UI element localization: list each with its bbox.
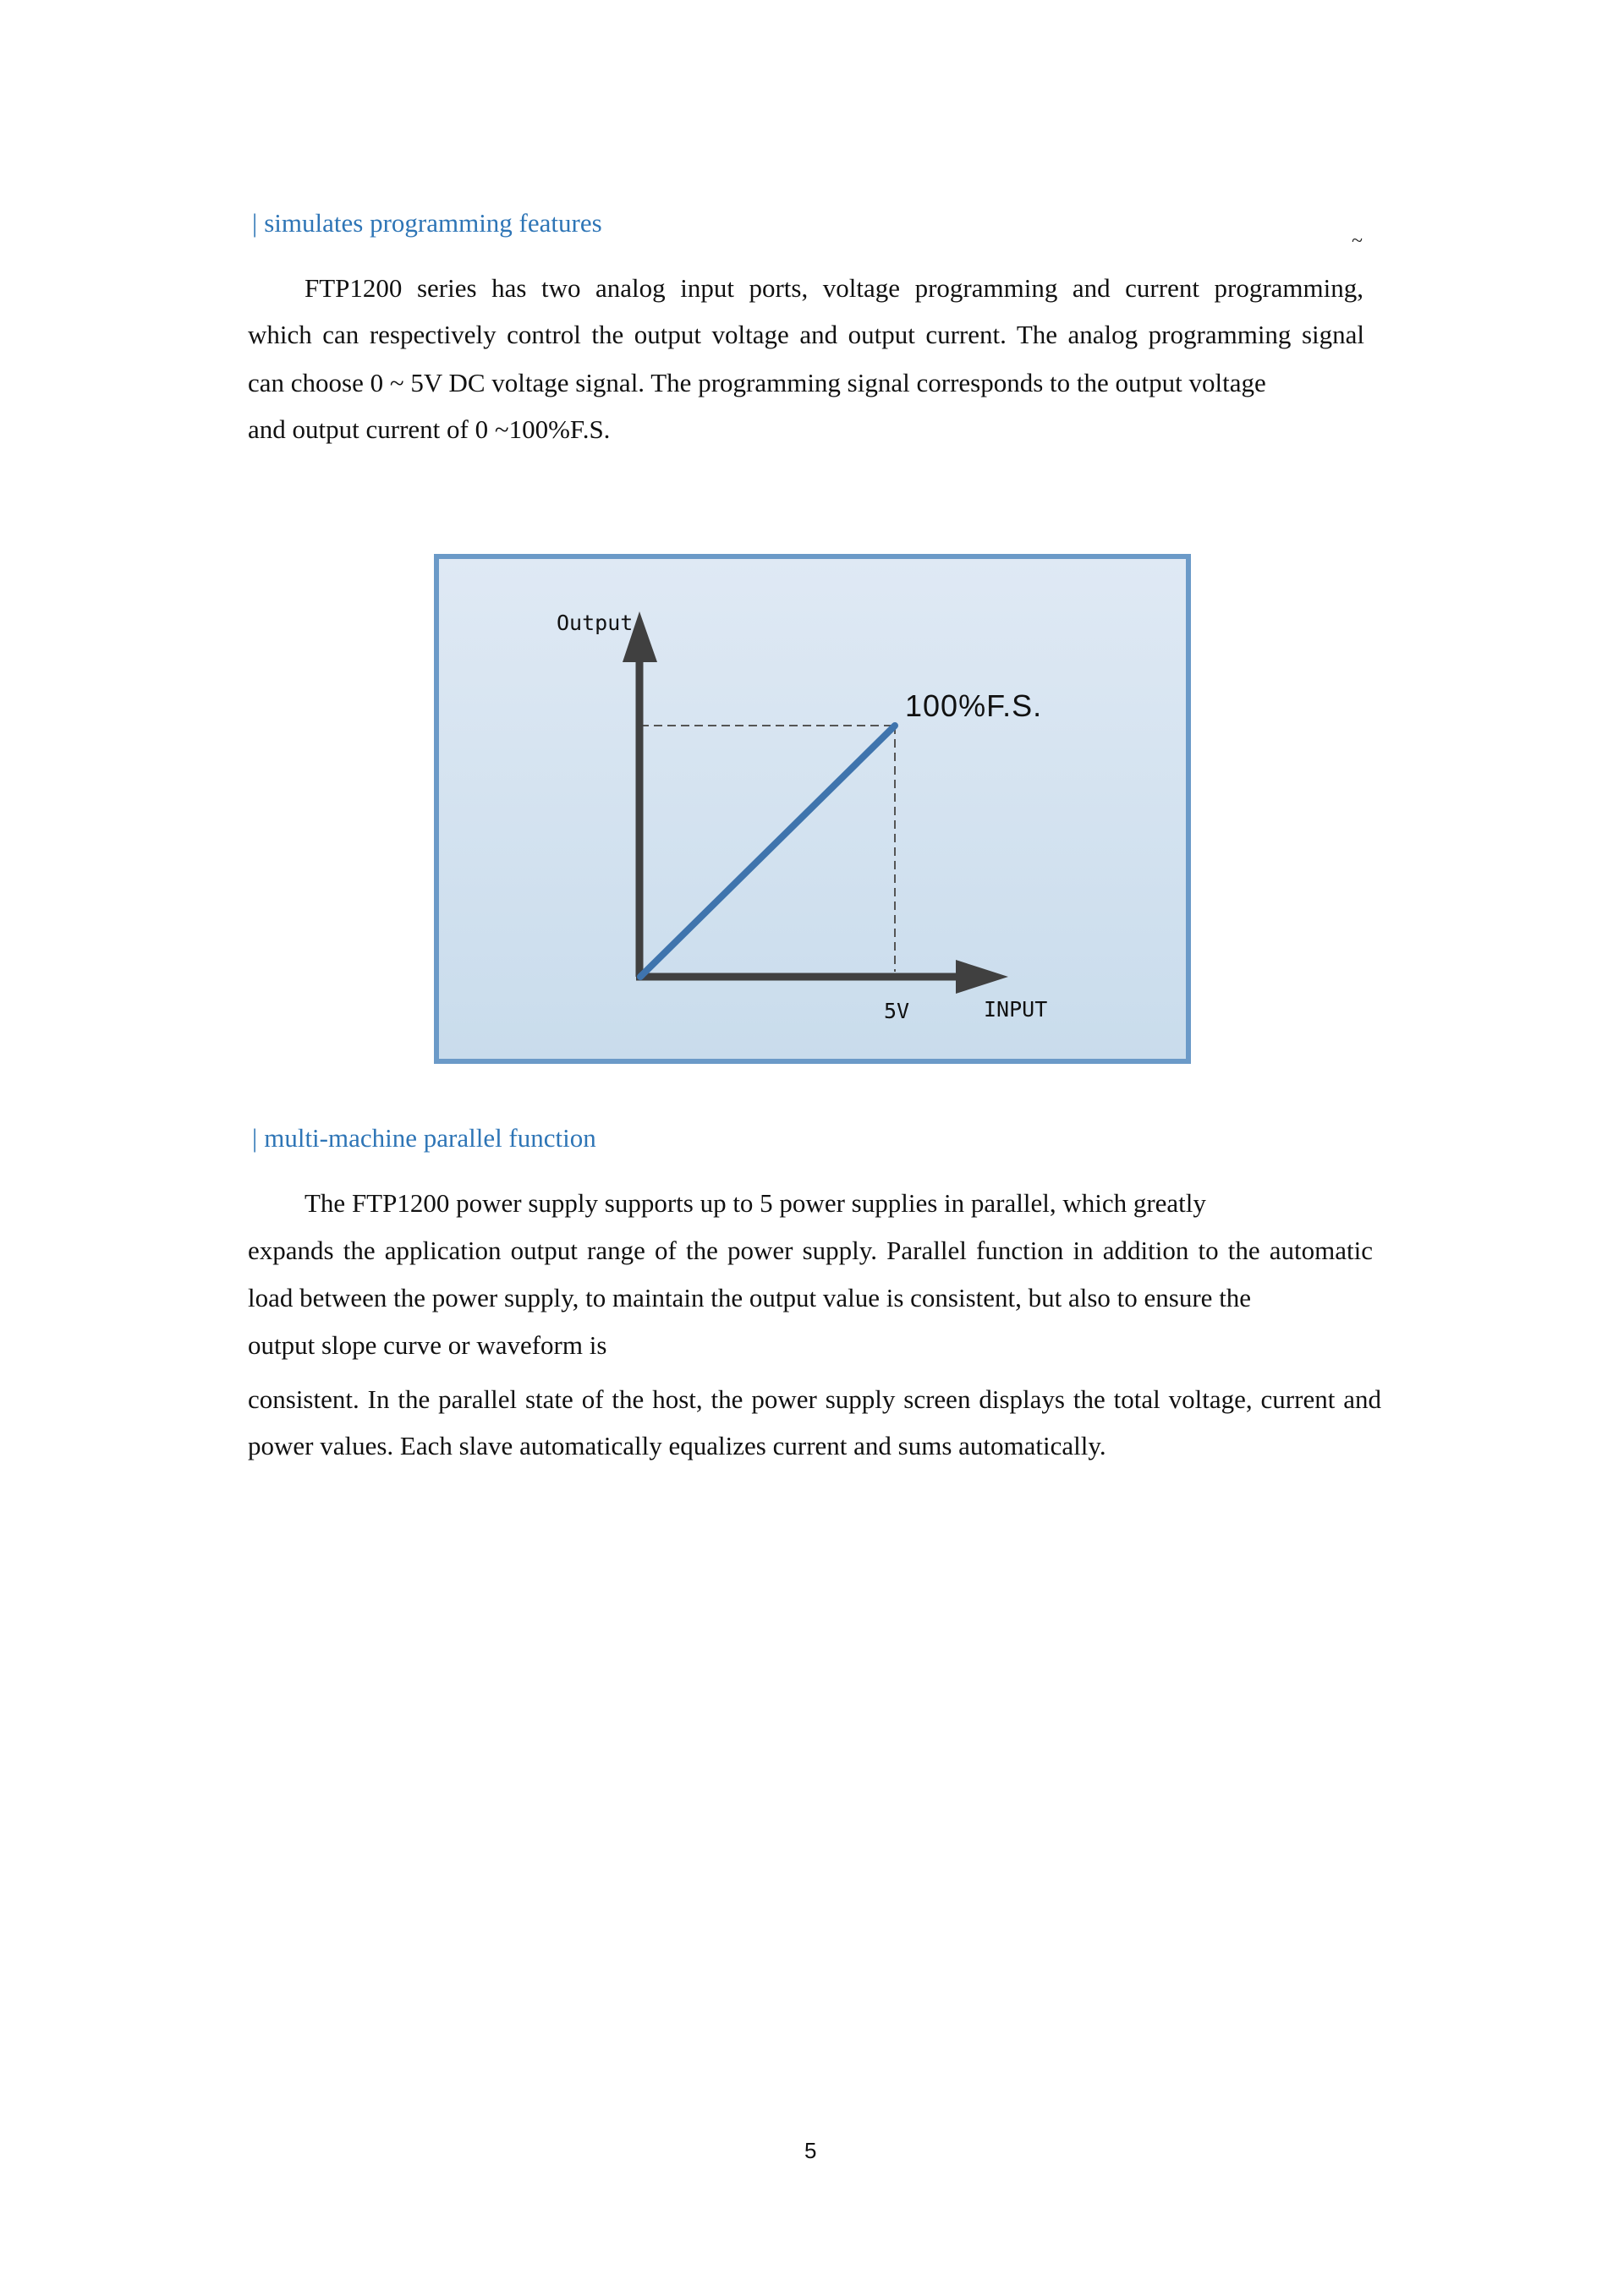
- heading-text: multi-machine parallel function: [264, 1123, 596, 1153]
- y-axis-label: Output: [557, 611, 634, 635]
- stray-tilde: ~: [1352, 230, 1363, 252]
- x-axis-arrow-icon: [956, 960, 1008, 994]
- transfer-line: [640, 726, 895, 977]
- paragraph-line: can choose 0 ~ 5V DC voltage signal. The programming signal corresponds to the output voltage: [248, 368, 1266, 397]
- paragraph-line: expands the application output range of the power supply. Parallel function in addition to the automatic: [248, 1236, 1373, 1265]
- x-axis-label: INPUT: [984, 997, 1048, 1022]
- paragraph-line: and output current of 0 ~100%F.S.: [248, 414, 611, 444]
- x-tick-5v: 5V: [884, 999, 910, 1023]
- paragraph-line: consistent. In the parallel state of the host, the power supply screen displays the total voltage, current and: [248, 1384, 1381, 1414]
- page-number: 5: [804, 2138, 817, 2163]
- section-heading-parallel: [252, 1125, 596, 1151]
- paragraph-line: The FTP1200 power supply supports up to 5 power supplies in parallel, which greatly: [304, 1188, 1206, 1218]
- programming-diagram: [434, 554, 1191, 1064]
- full-scale-label: 100%F.S.: [905, 688, 1043, 723]
- section-heading-programming: [252, 210, 602, 236]
- heading-text: simulates programming features: [264, 208, 602, 238]
- heading-bar: |: [252, 208, 258, 238]
- paragraph-line: which can respectively control the output voltage and output current. The analog programming signal: [248, 320, 1364, 349]
- paragraph-line: output slope curve or waveform is: [248, 1330, 607, 1360]
- paragraph-line: load between the power supply, to maintain the output value is consistent, but also to ensure the: [248, 1283, 1252, 1312]
- paragraph-line: FTP1200 series has two analog input ports, voltage programming and current programming,: [304, 273, 1363, 303]
- diagram-graphic: [434, 554, 1191, 1064]
- paragraph-line: power values. Each slave automatically equalizes current and sums automatically.: [248, 1431, 1106, 1460]
- heading-bar: |: [252, 1123, 258, 1153]
